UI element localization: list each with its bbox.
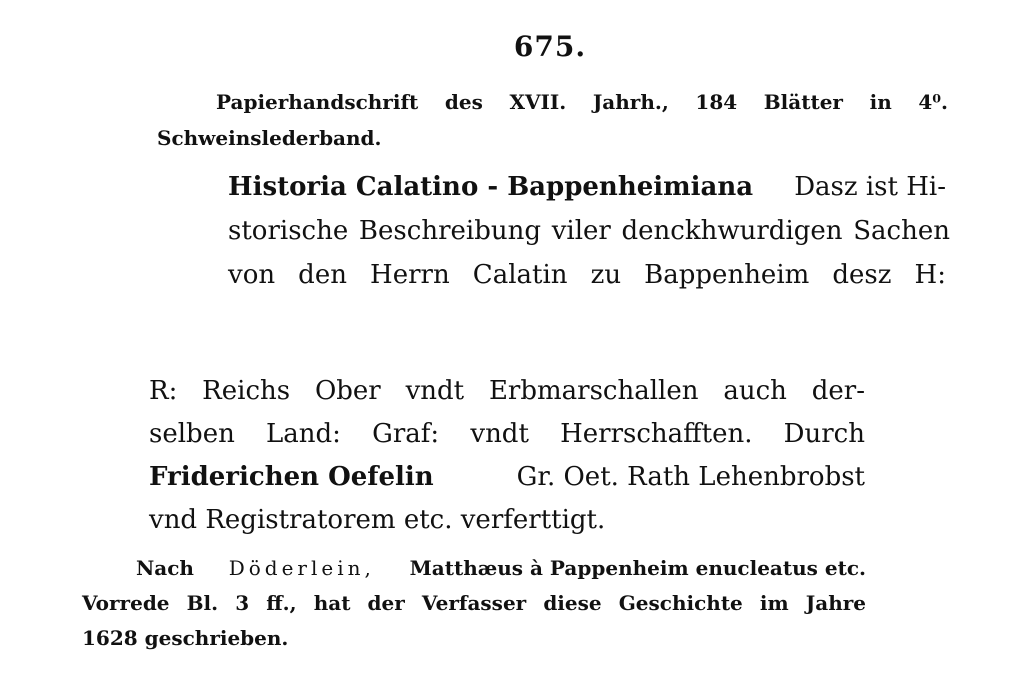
continuation-line-2: selben Land: Graf: vndt Herrschafften. Durch [149, 419, 865, 449]
title-line-2: storische Beschreibung viler denckhwurdigen Sachen [228, 216, 950, 246]
note-prefix: Nach [136, 556, 194, 580]
manuscript-title: Historia Calatino - Bappenheimiana [228, 172, 754, 202]
continuation-line-3-rest: Gr. Oet. Rath Lehenbrobst [516, 462, 865, 492]
title-line-3: von den Herrn Calatin zu Bappenheim desz H: [228, 260, 946, 290]
page-number: 675. [513, 30, 587, 63]
continuation-line-4: vnd Registratorem etc. verferttigt. [149, 505, 606, 535]
note-line-2: Vorrede Bl. 3 ff., hat der Verfasser diese Geschichte im Jahre [82, 591, 866, 615]
header-line-2: Schweinslederband. [157, 126, 382, 150]
note-line-1 [136, 556, 866, 580]
author-name: Friderichen Oefelin [149, 462, 434, 492]
title-line-1 [228, 172, 946, 202]
header-line-1 [216, 90, 948, 114]
continuation-line-1: R: Reichs Ober vndt Erbmarschallen auch der- [149, 376, 865, 406]
title-line-1-rest: Dasz ist Hi- [794, 172, 946, 202]
note-author: Döderlein, [228, 556, 375, 580]
note-line-1-rest: Matthæus à Pappenheim enucleatus etc. [409, 556, 866, 580]
continuation-line-3 [149, 462, 865, 492]
header-line-1-text: Papierhandschrift des XVII. Jahrh., 184 Blätter in 4⁰. [216, 90, 948, 114]
note-line-3: 1628 geschrieben. [82, 626, 289, 650]
